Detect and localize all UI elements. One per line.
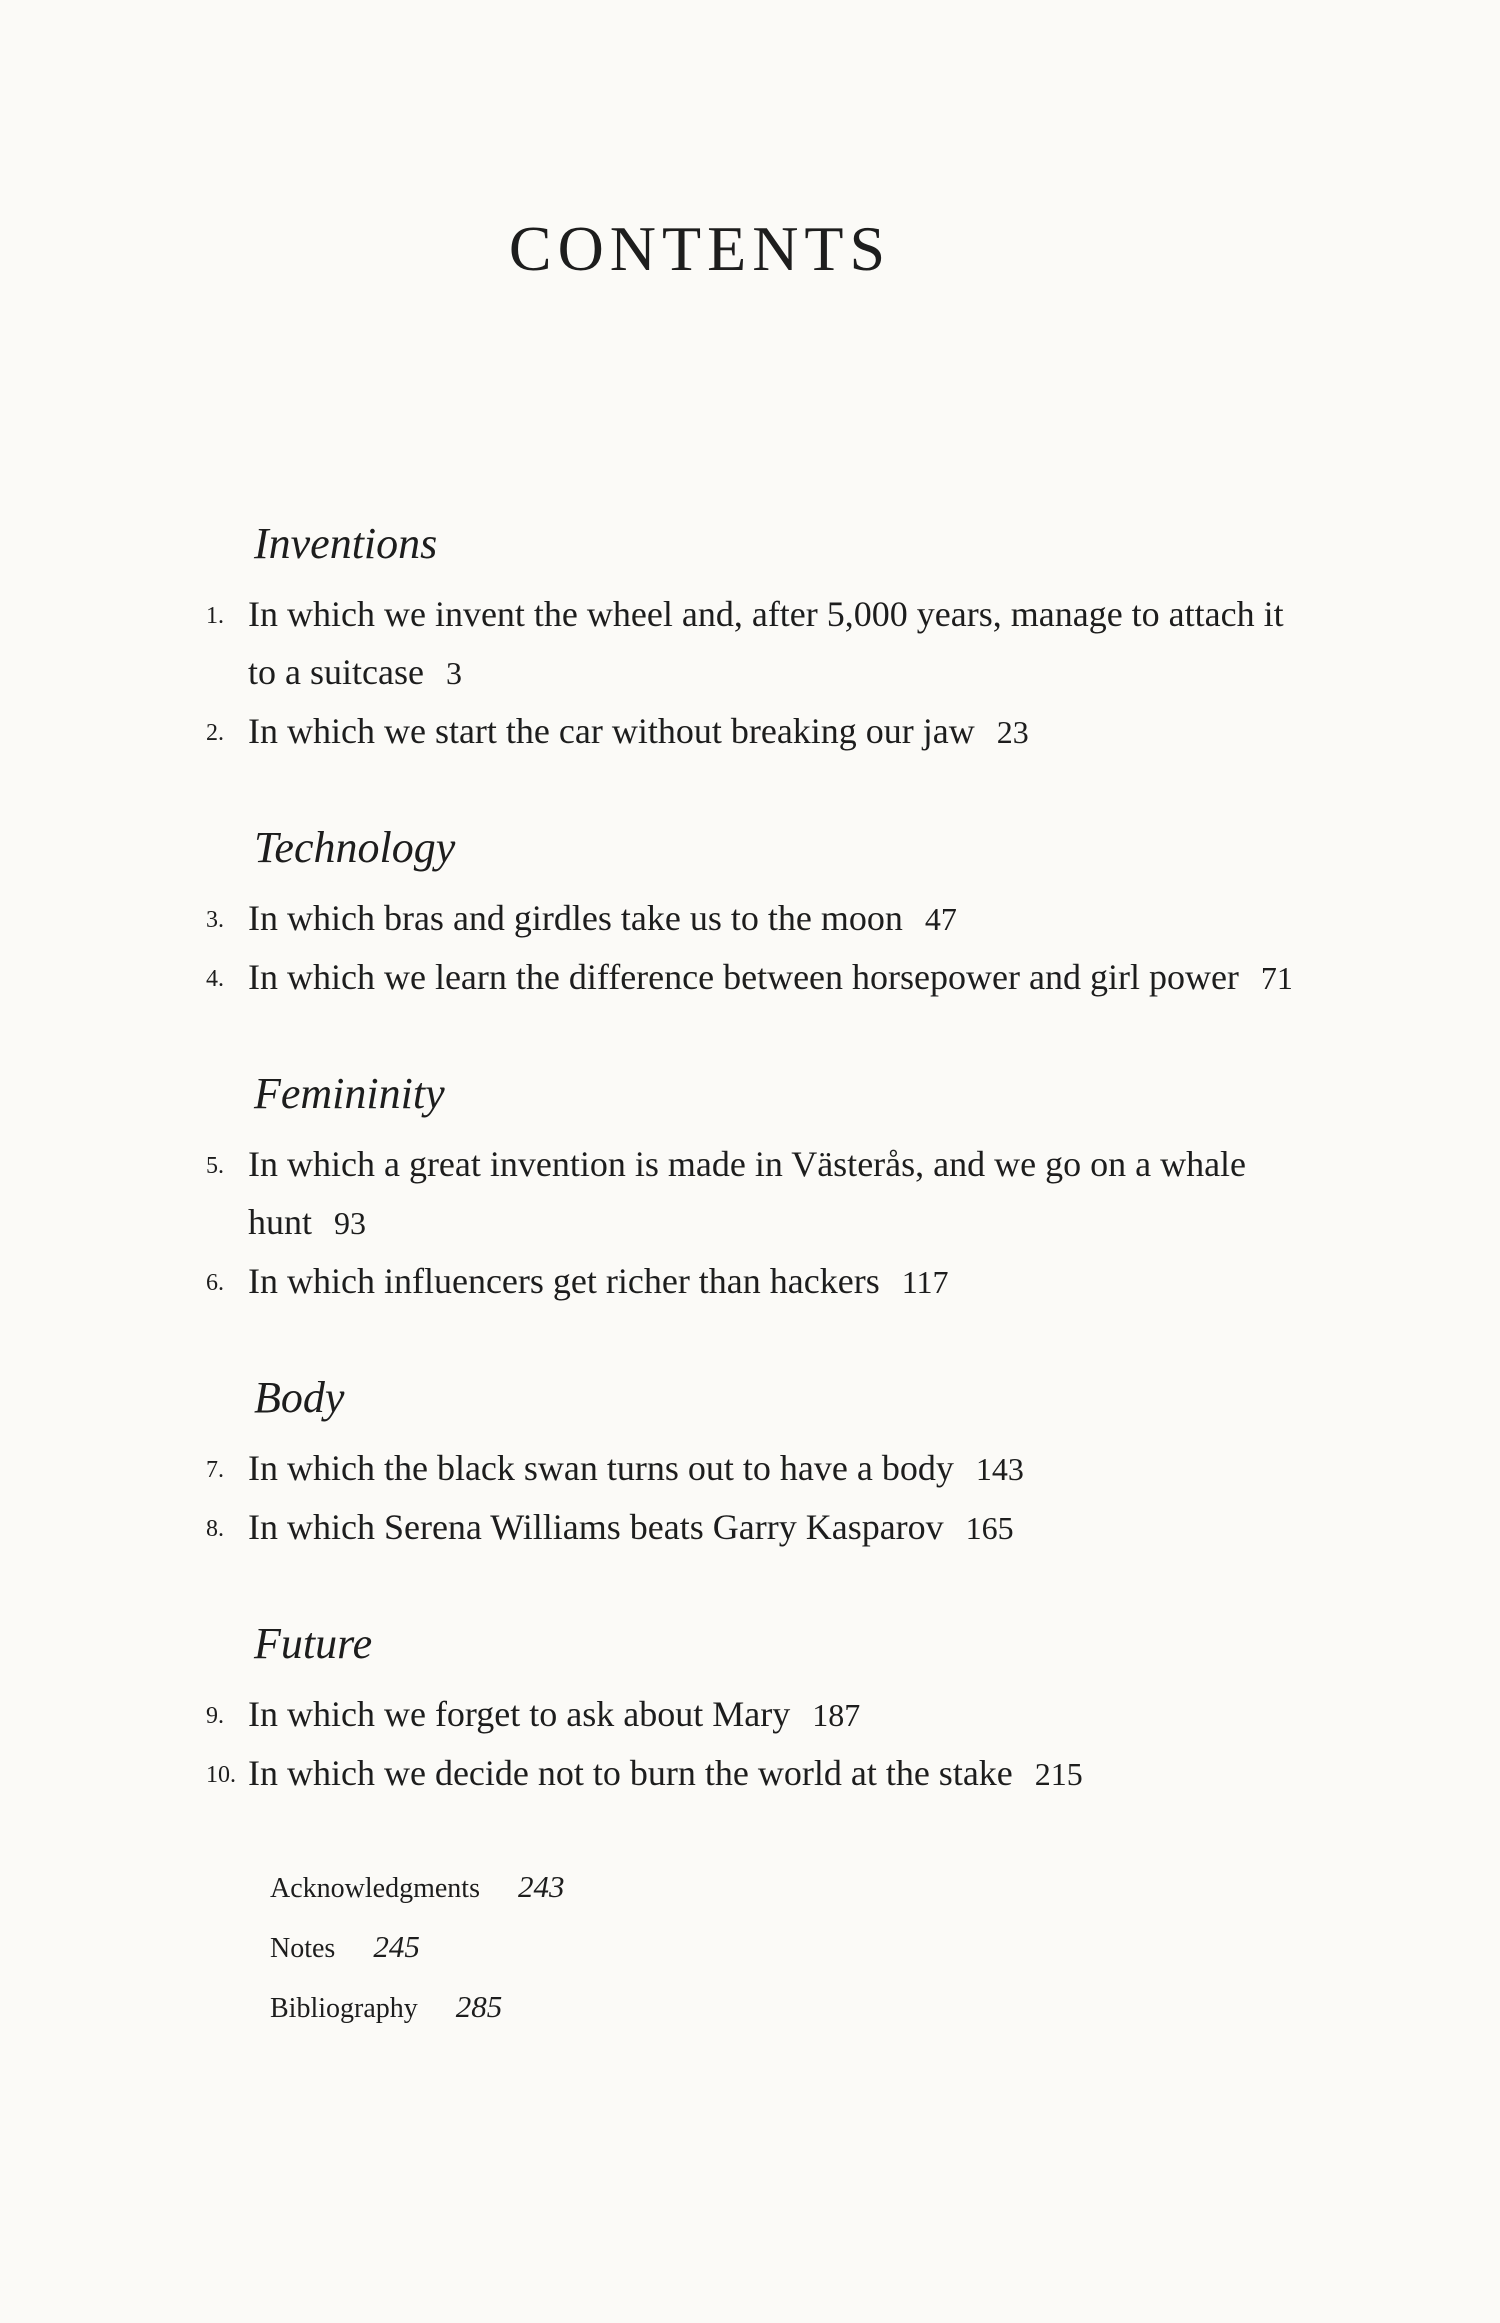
toc-entry xyxy=(0,889,1318,948)
chapter-title: In which a great invention is made in Västerås, and we go on a whale hunt xyxy=(248,1144,1247,1242)
page-number: 215 xyxy=(1034,1756,1083,1792)
toc-section-body xyxy=(0,1369,1500,1557)
section-title: Femininity xyxy=(254,1069,445,1118)
chapter-number: 7. xyxy=(206,1457,224,1483)
chapter-number: 4. xyxy=(206,966,224,992)
back-matter xyxy=(270,1858,564,2038)
toc-entry xyxy=(0,702,1318,761)
page-number: 165 xyxy=(965,1510,1014,1546)
page-number: 47 xyxy=(924,901,957,937)
page-number: 23 xyxy=(996,714,1029,750)
back-matter-label: Bibliography xyxy=(270,1993,418,2024)
toc-entry xyxy=(0,1439,1318,1498)
chapter-title: In which we forget to ask about Mary xyxy=(248,1694,791,1734)
page-number: 117 xyxy=(901,1264,949,1300)
back-matter-label: Notes xyxy=(270,1933,336,1964)
chapter-title: In which bras and girdles take us to the moon xyxy=(248,898,903,938)
toc-entry xyxy=(0,585,1318,702)
page-number: 71 xyxy=(1260,960,1293,996)
chapter-number: 1. xyxy=(206,603,224,629)
chapter-number: 8. xyxy=(206,1516,224,1542)
toc-section-inventions xyxy=(0,515,1500,761)
section-title: Body xyxy=(254,1373,345,1422)
page-number: 243 xyxy=(517,1869,565,1904)
page-number: 285 xyxy=(455,1989,503,2024)
toc-section-technology xyxy=(0,819,1500,1007)
page-title: CONTENTS xyxy=(508,213,892,284)
toc-entry xyxy=(0,1135,1318,1252)
section-title: Technology xyxy=(254,823,456,872)
toc-section-femininity xyxy=(0,1065,1500,1311)
toc-entry xyxy=(0,1744,1318,1803)
chapter-number: 9. xyxy=(206,1703,224,1729)
toc-entry xyxy=(0,948,1318,1007)
back-matter-item xyxy=(270,1858,564,1918)
page-number: 245 xyxy=(373,1929,420,1964)
chapter-title: In which the black swan turns out to have a body xyxy=(248,1448,954,1488)
chapter-title: In which we decide not to burn the world at the stake xyxy=(248,1753,1013,1793)
chapter-number: 3. xyxy=(206,907,224,933)
back-matter-item xyxy=(270,1918,564,1978)
page-number: 187 xyxy=(812,1697,861,1733)
chapter-number: 6. xyxy=(206,1270,224,1296)
chapter-title: In which we learn the difference between horsepower and girl power xyxy=(248,957,1239,997)
toc-section-future xyxy=(0,1615,1500,1803)
chapter-title: In which we start the car without breaking our jaw xyxy=(248,711,975,751)
toc-entry xyxy=(0,1685,1318,1744)
back-matter-item xyxy=(270,1978,564,2038)
chapter-title: In which influencers get richer than hackers xyxy=(248,1261,880,1301)
toc-entry xyxy=(0,1498,1318,1557)
toc-entry xyxy=(0,1252,1318,1311)
chapter-title: In which Serena Williams beats Garry Kasparov xyxy=(248,1507,944,1547)
section-title: Inventions xyxy=(254,519,438,568)
section-title: Future xyxy=(254,1619,373,1668)
page-number: 143 xyxy=(975,1451,1024,1487)
page-number: 3 xyxy=(445,655,462,691)
chapter-title: In which we invent the wheel and, after 5,000 years, manage to attach it to a suitcase xyxy=(248,594,1284,692)
back-matter-label: Acknowledgments xyxy=(270,1873,480,1904)
table-of-contents xyxy=(0,515,1500,1861)
chapter-number: 5. xyxy=(206,1153,224,1179)
page-number: 93 xyxy=(334,1205,367,1241)
chapter-number: 10. xyxy=(206,1762,236,1788)
chapter-number: 2. xyxy=(206,720,224,746)
